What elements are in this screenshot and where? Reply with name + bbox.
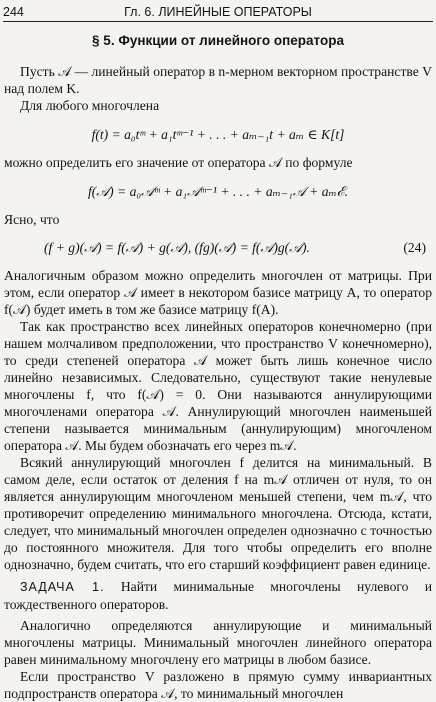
page-number: 244	[3, 5, 24, 19]
equation-24: (f + g)(𝒜) = f(𝒜) + g(𝒜), (fg)(𝒜) = f(𝒜)g(𝒜).	[44, 240, 310, 255]
equation-operator-value: f(𝒜) = a₀𝒜ᵐ + a₁𝒜ᵐ⁻¹ + . . . + aₘ₋₁𝒜 + aₘℰ.	[87, 184, 349, 199]
paragraph-5: Аналогичным образом можно определить многочлен от матрицы. При этом, если оператор 𝒜 имеет в некотором базисе матрицу A, то оператор f(𝒜) будет иметь в том же базисе матрицу f(A).	[4, 268, 432, 317]
section-title: § 5. Функции от линейного оператора	[92, 33, 344, 48]
paragraph-3: можно определить его значение от оператора 𝒜 по формуле	[4, 155, 353, 170]
page-body	[4, 32, 432, 702]
paragraph-4: Ясно, что	[4, 212, 60, 227]
chapter-title: Гл. 6. ЛИНЕЙНЫЕ ОПЕРАТОРЫ	[124, 5, 312, 19]
paragraph-7: Всякий аннулирующий многочлен f делится на минимальный. В самом деле, если остаток от деления f на m𝒜 отличен от нуля, то он является аннулирующим многочленом меньшей степени, чем m𝒜, что противоречит определению минимального многочлена. Отсюда, кстати, следует, что минимальный многочлен определен однозначно с точностью до постоянного множителя. Для того чтобы определить его вполне однозначно, будем считать, что его старший коэффициент равен единице.	[4, 455, 432, 572]
task-label: ЗАДАЧА 1.	[20, 580, 105, 594]
paragraph-6: Так как пространство всех линейных операторов конечномерно (при нашем молчаливом предположении, что пространство V конечномерно), то среди степеней оператора 𝒜 может быть лишь конечное число линейно независимых. Следовательно, существуют такие ненулевые многочлены f, что f(𝒜) = 0. Они называются аннулирующими многочленами оператора 𝒜. Аннулирующий многочлен наименьшей степени называется минимальным (аннулирующим) многочленом оператора 𝒜. Мы будем обозначать его через m𝒜.	[4, 319, 432, 453]
paragraph-2: Для любого многочлена	[20, 98, 160, 113]
paragraph-9: Если пространство V разложено в прямую сумму инвариантных подпространств оператора 𝒜, то минимальный многочлен	[4, 669, 432, 701]
task-text: Найти минимальные многочлены нулевого и тождественного операторов.	[4, 579, 432, 612]
equation-number: (24)	[403, 240, 426, 255]
paragraph-1: Пусть 𝒜 — линейный оператор в n-мерном векторном пространстве V над полем K.	[4, 64, 432, 96]
running-header	[3, 1, 433, 22]
equation-24-row	[4, 239, 432, 259]
equation-polynomial: f(t) = a₀tᵐ + a₁tᵐ⁻¹ + . . . + aₘ₋₁t + aₘ ∈ K[t]	[91, 127, 345, 142]
task-1	[4, 578, 432, 613]
paragraph-8: Аналогично определяются аннулирующие и минимальный многочлены матрицы. Минимальный многочлен линейного оператора равен минимальному многочлену его матрицы в любом базисе.	[4, 618, 432, 667]
